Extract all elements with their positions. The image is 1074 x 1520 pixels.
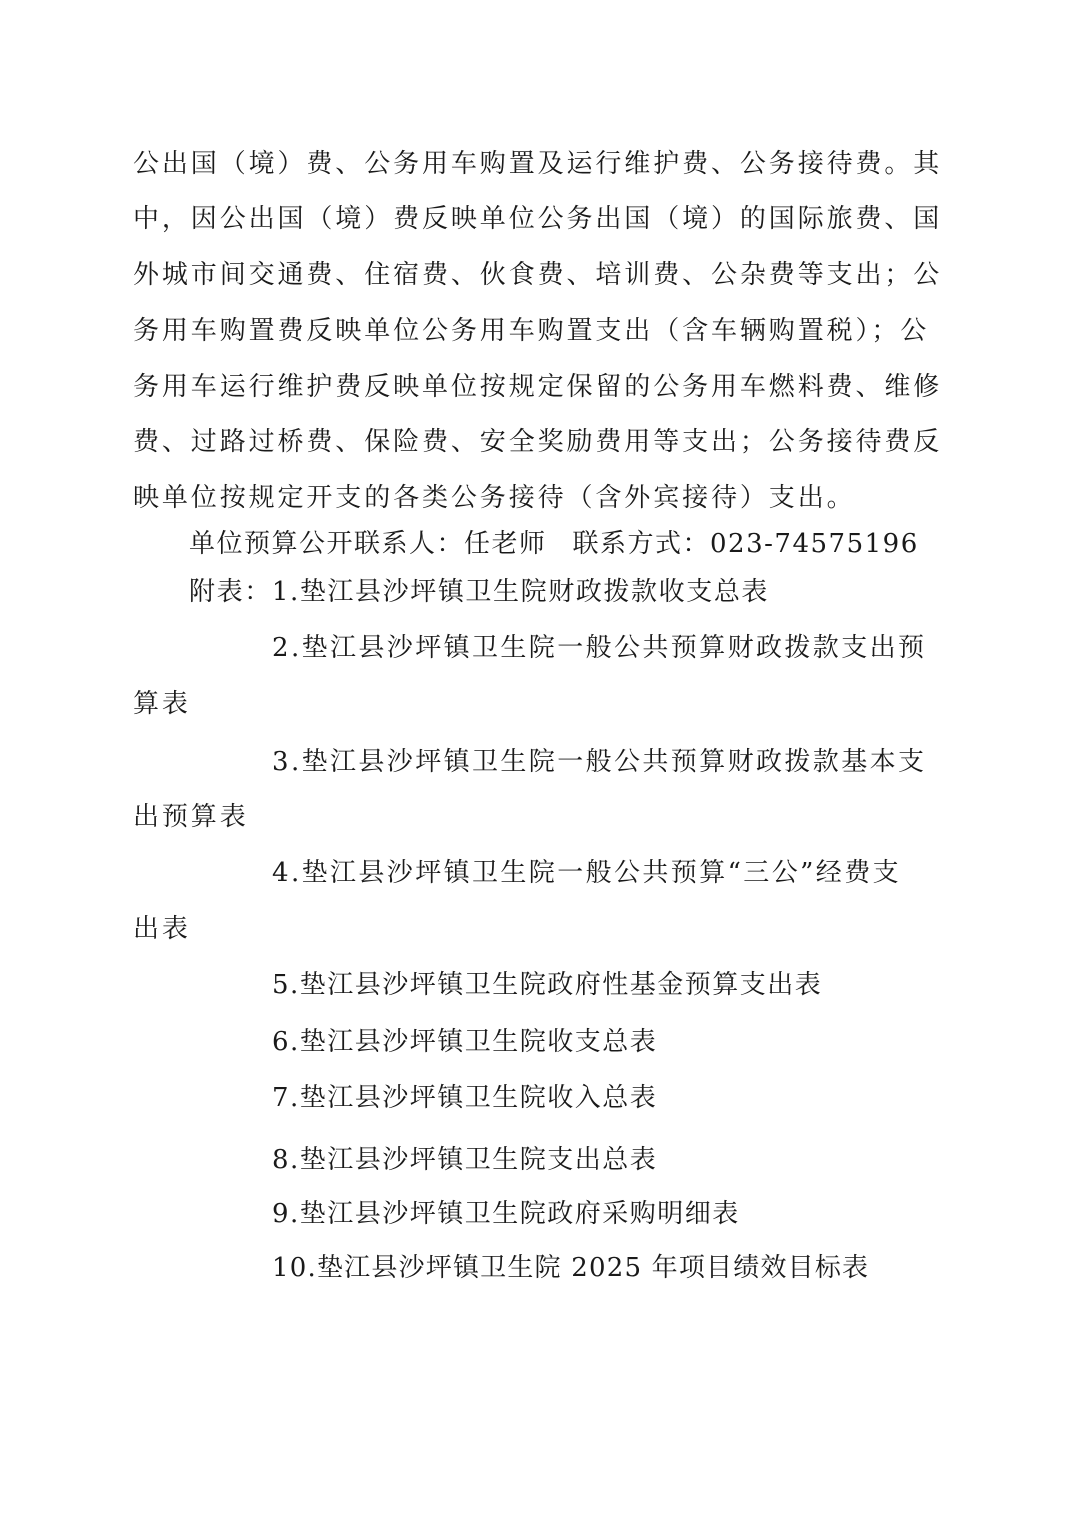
attachment-item: 5.垫江县沙坪镇卫生院政府性基金预算支出表 [272, 970, 823, 1000]
attachment-item: 10.垫江县沙坪镇卫生院 2025 年项目绩效目标表 [272, 1253, 870, 1283]
attachment-item-continuation: 出预算表 [133, 802, 249, 832]
attachment-item: 9.垫江县沙坪镇卫生院政府采购明细表 [272, 1199, 740, 1229]
attachment-item: 8.垫江县沙坪镇卫生院支出总表 [272, 1145, 658, 1175]
contact-phone: 联系方式：023-74575196 [572, 529, 919, 559]
contact-line [189, 528, 919, 560]
contact-person: 单位预算公开联系人：任老师 [189, 529, 547, 559]
paragraph-line: 中，因公出国（境）费反映单位公务出国（境）的国际旅费、国 [133, 204, 943, 234]
paragraph-line: 外城市间交通费、住宿费、伙食费、培训费、公杂费等支出；公 [133, 260, 943, 290]
attachment-item: 附表：1.垫江县沙坪镇卫生院财政拨款收支总表 [189, 577, 770, 607]
paragraph-line: 务用车购置费反映单位公务用车购置支出（含车辆购置税）；公 [133, 316, 930, 346]
attachment-item: 6.垫江县沙坪镇卫生院收支总表 [272, 1027, 658, 1057]
attachment-label: 附表： [189, 577, 272, 607]
attachment-item-continuation: 算表 [133, 689, 191, 719]
paragraph-line: 费、过路过桥费、保险费、安全奖励费用等支出；公务接待费反 [133, 427, 943, 457]
attachment-item: 2.垫江县沙坪镇卫生院一般公共预算财政拨款支出预 [272, 633, 927, 663]
paragraph-line: 映单位按规定开支的各类公务接待（含外宾接待）支出。 [133, 483, 856, 513]
attachment-item: 3.垫江县沙坪镇卫生院一般公共预算财政拨款基本支 [272, 747, 927, 777]
attachment-item: 7.垫江县沙坪镇卫生院收入总表 [272, 1083, 658, 1113]
paragraph-line: 公出国（境）费、公务用车购置及运行维护费、公务接待费。其 [133, 149, 943, 179]
attachment-item: 4.垫江县沙坪镇卫生院一般公共预算“三公”经费支 [272, 858, 901, 888]
paragraph-line: 务用车运行维护费反映单位按规定保留的公务用车燃料费、维修 [133, 372, 943, 402]
attachment-item-continuation: 出表 [133, 914, 191, 944]
